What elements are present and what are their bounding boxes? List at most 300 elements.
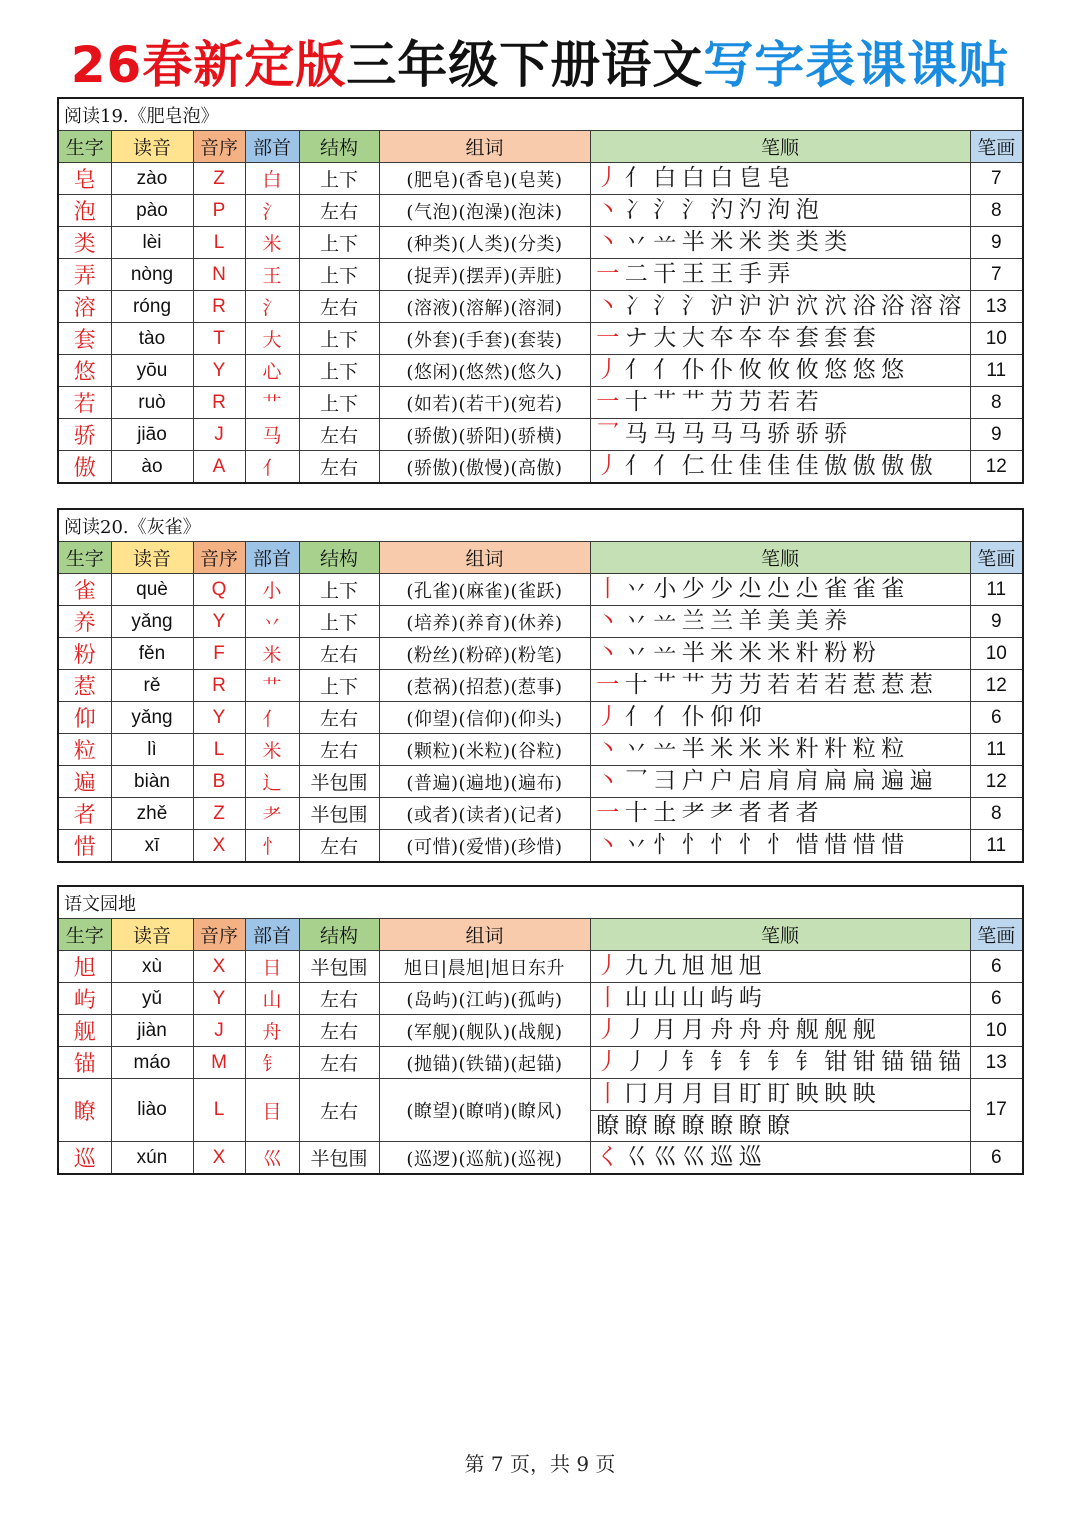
new-character: 惹 — [58, 670, 111, 702]
stroke-count: 9 — [970, 227, 1023, 259]
stroke-step: 月 — [653, 1017, 677, 1043]
character-structure: 半包围 — [299, 798, 379, 830]
stroke-step: 舟 — [710, 1017, 734, 1043]
stroke-count: 12 — [970, 451, 1023, 484]
stroke-step: 丶 — [596, 229, 620, 255]
stroke-step: 山 — [681, 985, 705, 1011]
character-rows — [58, 163, 1023, 484]
new-character: 惜 — [58, 830, 111, 863]
stroke-step: 丷 — [624, 608, 648, 634]
column-header-stroke-order: 笔顺 — [590, 919, 970, 951]
character-row — [58, 451, 1023, 484]
column-header-char: 生字 — [58, 919, 111, 951]
pinyin-initial: P — [193, 195, 245, 227]
word-examples: (瞭望)(瞭哨)(瞭风) — [379, 1079, 590, 1142]
stroke-step: 眏 — [824, 1081, 848, 1107]
new-character: 巡 — [58, 1142, 111, 1175]
stroke-step: 丿 — [596, 453, 620, 479]
stroke-step: 马 — [738, 421, 762, 447]
word-examples: (岛屿)(江屿)(孤屿) — [379, 983, 590, 1015]
pinyin-initial: Q — [193, 574, 245, 606]
radical: 亻 — [245, 451, 299, 484]
stroke-step: 米 — [710, 640, 734, 666]
stroke-step: 傲 — [824, 453, 848, 479]
stroke-step: 一 — [596, 261, 620, 287]
stroke-order — [590, 387, 970, 419]
stroke-step: 䒑 — [653, 640, 677, 666]
column-header-words: 组词 — [379, 131, 590, 163]
character-rows — [58, 951, 1023, 1175]
character-structure: 左右 — [299, 1047, 379, 1079]
pinyin-initial: L — [193, 227, 245, 259]
stroke-count: 9 — [970, 419, 1023, 451]
radical: 山 — [245, 983, 299, 1015]
stroke-order-line — [591, 387, 970, 418]
stroke-step: 瞭 — [767, 1112, 791, 1139]
stroke-count: 11 — [970, 574, 1023, 606]
stroke-order — [590, 830, 970, 863]
stroke-count: 11 — [970, 355, 1023, 387]
stroke-step: 丿 — [624, 1049, 648, 1075]
stroke-step: 瞭 — [681, 1112, 705, 1139]
word-examples: (可惜)(爱惜)(珍惜) — [379, 830, 590, 863]
stroke-step: 土 — [653, 800, 677, 826]
stroke-count: 6 — [970, 983, 1023, 1015]
pinyin: rě — [111, 670, 193, 702]
stroke-step: 攸 — [767, 357, 791, 383]
stroke-step: 悠 — [824, 357, 848, 383]
new-character: 若 — [58, 387, 111, 419]
radical: 辶 — [245, 766, 299, 798]
pinyin: biàn — [111, 766, 193, 798]
pinyin: yǎng — [111, 606, 193, 638]
character-row — [58, 291, 1023, 323]
stroke-step: 浴 — [852, 293, 876, 319]
pinyin-initial: Z — [193, 163, 245, 195]
stroke-step: 亻 — [653, 357, 677, 383]
column-header-pinyin: 读音 — [111, 919, 193, 951]
stroke-count: 9 — [970, 606, 1023, 638]
character-row — [58, 1142, 1023, 1175]
character-structure: 左右 — [299, 195, 379, 227]
stroke-step: 骄 — [795, 421, 819, 447]
radical: 钅 — [245, 1047, 299, 1079]
column-header-initial: 音序 — [193, 131, 245, 163]
stroke-step: 惜 — [795, 832, 819, 858]
character-structure: 左右 — [299, 734, 379, 766]
stroke-step: 遍 — [909, 768, 933, 794]
stroke-step: 目 — [710, 1081, 734, 1107]
pinyin: jiāo — [111, 419, 193, 451]
new-character: 养 — [58, 606, 111, 638]
stroke-step: 亻 — [624, 165, 648, 191]
character-row — [58, 259, 1023, 291]
radical: 亻 — [245, 702, 299, 734]
pinyin: xún — [111, 1142, 193, 1175]
pinyin: fěn — [111, 638, 193, 670]
stroke-step: 乛 — [624, 768, 648, 794]
word-examples: (悠闲)(悠然)(悠久) — [379, 355, 590, 387]
stroke-step: 钅 — [767, 1049, 791, 1075]
stroke-step: 大 — [653, 325, 677, 351]
stroke-step: 钅 — [738, 1049, 762, 1075]
character-row — [58, 951, 1023, 983]
character-structure: 上下 — [299, 227, 379, 259]
stroke-step: 者 — [795, 800, 819, 826]
stroke-step: 亻 — [624, 357, 648, 383]
stroke-order-line — [591, 766, 970, 797]
character-row — [58, 1047, 1023, 1079]
column-header-initial: 音序 — [193, 542, 245, 574]
stroke-step: 丶 — [596, 736, 620, 762]
pinyin: liào — [111, 1079, 193, 1142]
stroke-order — [590, 1079, 970, 1142]
section-caption-row — [58, 886, 1023, 919]
new-character: 悠 — [58, 355, 111, 387]
stroke-step: 夲 — [738, 325, 762, 351]
stroke-step: 一 — [596, 800, 620, 826]
stroke-step: 佳 — [795, 453, 819, 479]
stroke-step: 瞭 — [624, 1112, 648, 1139]
stroke-step: 九 — [653, 953, 677, 979]
stroke-step: 丷 — [624, 229, 648, 255]
character-row — [58, 606, 1023, 638]
new-character: 粉 — [58, 638, 111, 670]
stroke-step: 瞭 — [596, 1112, 620, 1139]
stroke-order-line — [591, 574, 970, 605]
pinyin-initial: J — [193, 419, 245, 451]
stroke-step: 丶 — [596, 768, 620, 794]
pinyin: yōu — [111, 355, 193, 387]
stroke-step: 攸 — [738, 357, 762, 383]
pinyin: zào — [111, 163, 193, 195]
stroke-step: 仆 — [681, 704, 705, 730]
stroke-step: 忄 — [767, 832, 791, 858]
stroke-step: 丿 — [624, 1017, 648, 1043]
new-character: 傲 — [58, 451, 111, 484]
column-header-stroke-count: 笔画 — [970, 131, 1023, 163]
pinyin: jiàn — [111, 1015, 193, 1047]
stroke-step: 籵 — [795, 640, 819, 666]
stroke-step: 若 — [795, 389, 819, 415]
stroke-step: 户 — [710, 768, 734, 794]
stroke-step: 氵 — [681, 293, 705, 319]
stroke-step: 米 — [767, 736, 791, 762]
stroke-step: 瞭 — [738, 1112, 762, 1139]
stroke-step: 钅 — [681, 1049, 705, 1075]
stroke-step: 汋 — [738, 197, 762, 223]
stroke-count: 6 — [970, 1142, 1023, 1175]
stroke-step: 仆 — [710, 357, 734, 383]
stroke-step: 丷 — [624, 832, 648, 858]
stroke-step: 芀 — [738, 389, 762, 415]
stroke-order — [590, 419, 970, 451]
stroke-step: 耂 — [710, 800, 734, 826]
stroke-step: 马 — [710, 421, 734, 447]
pinyin-initial: B — [193, 766, 245, 798]
section-title: 语文园地 — [58, 886, 1023, 919]
stroke-step: 仆 — [681, 357, 705, 383]
stroke-count: 7 — [970, 259, 1023, 291]
stroke-step: 尐 — [738, 576, 762, 602]
stroke-step: 一 — [596, 672, 620, 698]
stroke-step: 皂 — [767, 165, 791, 191]
stroke-count: 8 — [970, 195, 1023, 227]
word-examples: (粉丝)(粉碎)(粉笔) — [379, 638, 590, 670]
stroke-step: 月 — [681, 1017, 705, 1043]
stroke-step: 彐 — [653, 768, 677, 794]
stroke-step: 者 — [767, 800, 791, 826]
stroke-step: 白 — [710, 165, 734, 191]
stroke-order — [590, 798, 970, 830]
stroke-step: 肩 — [795, 768, 819, 794]
stroke-order — [590, 951, 970, 983]
pinyin: ruò — [111, 387, 193, 419]
stroke-step: 溶 — [938, 293, 962, 319]
stroke-step: 惜 — [881, 832, 905, 858]
stroke-step: 钅 — [710, 1049, 734, 1075]
stroke-count: 12 — [970, 670, 1023, 702]
stroke-step: 惹 — [852, 672, 876, 698]
new-character: 溶 — [58, 291, 111, 323]
stroke-step: 巛 — [681, 1144, 705, 1170]
radical: 巛 — [245, 1142, 299, 1175]
stroke-step: 芀 — [738, 672, 762, 698]
character-structure: 上下 — [299, 323, 379, 355]
stroke-count: 8 — [970, 387, 1023, 419]
stroke-step: 悠 — [881, 357, 905, 383]
word-examples: (培养)(养育)(休养) — [379, 606, 590, 638]
stroke-step: 傲 — [909, 453, 933, 479]
word-examples: (肥皂)(香皂)(皂荚) — [379, 163, 590, 195]
character-row — [58, 830, 1023, 863]
stroke-step: 忄 — [710, 832, 734, 858]
character-structure: 上下 — [299, 606, 379, 638]
word-examples: (惹祸)(招惹)(惹事) — [379, 670, 590, 702]
pinyin-initial: Y — [193, 606, 245, 638]
stroke-count: 6 — [970, 702, 1023, 734]
title-grade-subject: 三年级下册语文 — [346, 36, 704, 94]
stroke-step: 艹 — [681, 672, 705, 698]
stroke-step: 少 — [710, 576, 734, 602]
new-character: 瞭 — [58, 1079, 111, 1142]
radical: 耂 — [245, 798, 299, 830]
radical: 大 — [245, 323, 299, 355]
stroke-step: 丨 — [596, 1081, 620, 1107]
character-structure: 左右 — [299, 1015, 379, 1047]
character-structure: 左右 — [299, 830, 379, 863]
character-row — [58, 195, 1023, 227]
character-row — [58, 670, 1023, 702]
radical: 王 — [245, 259, 299, 291]
stroke-order-line — [591, 798, 970, 829]
stroke-step: 马 — [681, 421, 705, 447]
character-structure: 左右 — [299, 419, 379, 451]
word-examples: (巡逻)(巡航)(巡视) — [379, 1142, 590, 1175]
word-examples: (外套)(手套)(套装) — [379, 323, 590, 355]
radical: 舟 — [245, 1015, 299, 1047]
stroke-step: 冫 — [624, 197, 648, 223]
radical: 丷 — [245, 606, 299, 638]
stroke-step: 遍 — [881, 768, 905, 794]
stroke-step: 若 — [795, 672, 819, 698]
stroke-step: 弄 — [767, 261, 791, 287]
column-header-radical: 部首 — [245, 131, 299, 163]
word-examples: (溶液)(溶解)(溶洞) — [379, 291, 590, 323]
radical: 忄 — [245, 830, 299, 863]
pinyin: xù — [111, 951, 193, 983]
column-header-row — [58, 919, 1023, 951]
character-table — [57, 508, 1024, 863]
stroke-step: 锚 — [881, 1049, 905, 1075]
stroke-step: 丿 — [596, 1017, 620, 1043]
pinyin: pào — [111, 195, 193, 227]
stroke-step: 半 — [681, 640, 705, 666]
stroke-step: 芀 — [710, 389, 734, 415]
stroke-step: く — [596, 1144, 620, 1170]
new-character: 粒 — [58, 734, 111, 766]
section-title: 阅读19.《肥皂泡》 — [58, 98, 1023, 131]
stroke-step: 巡 — [738, 1144, 762, 1170]
pinyin-initial: R — [193, 291, 245, 323]
stroke-step: 丿 — [596, 704, 620, 730]
stroke-step: 半 — [681, 736, 705, 762]
column-header-stroke-order: 笔顺 — [590, 131, 970, 163]
stroke-step: 白 — [653, 165, 677, 191]
new-character: 雀 — [58, 574, 111, 606]
stroke-step: 仕 — [710, 453, 734, 479]
stroke-step: 粉 — [852, 640, 876, 666]
new-character: 仰 — [58, 702, 111, 734]
stroke-step: 若 — [767, 672, 791, 698]
character-row — [58, 734, 1023, 766]
stroke-step: 䒑 — [653, 229, 677, 255]
stroke-step: 巛 — [653, 1144, 677, 1170]
stroke-step: 丨 — [596, 576, 620, 602]
title-edition: 26春新定版 — [70, 36, 347, 94]
pinyin: lì — [111, 734, 193, 766]
stroke-step: 冂 — [624, 1081, 648, 1107]
character-structure: 上下 — [299, 574, 379, 606]
stroke-step: 尐 — [795, 576, 819, 602]
stroke-step: 者 — [738, 800, 762, 826]
pinyin-initial: R — [193, 387, 245, 419]
pinyin: yǔ — [111, 983, 193, 1015]
stroke-step: 沪 — [767, 293, 791, 319]
stroke-step: 惹 — [909, 672, 933, 698]
section-title: 阅读20.《灰雀》 — [58, 509, 1023, 542]
stroke-step: 佳 — [767, 453, 791, 479]
stroke-step: 丿 — [596, 1049, 620, 1075]
stroke-count: 11 — [970, 734, 1023, 766]
stroke-step: 艹 — [653, 672, 677, 698]
stroke-step: 汋 — [710, 197, 734, 223]
title-topic: 写字表课课贴 — [703, 36, 1010, 94]
stroke-step: 十 — [624, 800, 648, 826]
stroke-order-line — [591, 323, 970, 354]
pinyin: zhě — [111, 798, 193, 830]
stroke-step: 盯 — [738, 1081, 762, 1107]
pinyin-initial: Y — [193, 702, 245, 734]
column-header-initial: 音序 — [193, 919, 245, 951]
stroke-step: 艹 — [681, 389, 705, 415]
stroke-step: 丷 — [624, 640, 648, 666]
pinyin-initial: Y — [193, 355, 245, 387]
stroke-count: 7 — [970, 163, 1023, 195]
character-row — [58, 574, 1023, 606]
stroke-order — [590, 983, 970, 1015]
stroke-step: 王 — [710, 261, 734, 287]
character-structure: 半包围 — [299, 951, 379, 983]
column-header-stroke-order: 笔顺 — [590, 542, 970, 574]
column-header-structure: 结构 — [299, 919, 379, 951]
radical: 马 — [245, 419, 299, 451]
new-character: 类 — [58, 227, 111, 259]
stroke-step: 攸 — [795, 357, 819, 383]
stroke-order — [590, 574, 970, 606]
pinyin-initial: F — [193, 638, 245, 670]
stroke-step: 十 — [624, 389, 648, 415]
stroke-step: 肩 — [767, 768, 791, 794]
stroke-step: 米 — [710, 736, 734, 762]
stroke-step: 惜 — [852, 832, 876, 858]
stroke-step: 少 — [681, 576, 705, 602]
stroke-step: 亻 — [653, 453, 677, 479]
character-structure: 半包围 — [299, 766, 379, 798]
stroke-order-line — [591, 163, 970, 194]
stroke-step: 干 — [653, 261, 677, 287]
character-rows — [58, 574, 1023, 863]
stroke-order — [590, 638, 970, 670]
stroke-order-line — [591, 259, 970, 290]
stroke-step: 舰 — [795, 1017, 819, 1043]
stroke-step: 月 — [681, 1081, 705, 1107]
stroke-order — [590, 1047, 970, 1079]
stroke-step: 钳 — [852, 1049, 876, 1075]
stroke-step: 丷 — [624, 736, 648, 762]
stroke-order-line — [591, 451, 970, 482]
stroke-step: 瞭 — [653, 1112, 677, 1139]
stroke-step: 大 — [681, 325, 705, 351]
radical: 小 — [245, 574, 299, 606]
stroke-step: 舟 — [738, 1017, 762, 1043]
stroke-step: 忄 — [681, 832, 705, 858]
character-row — [58, 323, 1023, 355]
stroke-order — [590, 259, 970, 291]
pinyin-initial: Z — [193, 798, 245, 830]
stroke-step: 雀 — [852, 576, 876, 602]
stroke-step: 冫 — [624, 293, 648, 319]
stroke-step: 锚 — [909, 1049, 933, 1075]
stroke-step: 兰 — [710, 608, 734, 634]
stroke-step: 美 — [767, 608, 791, 634]
stroke-order-line — [591, 983, 970, 1014]
pinyin: máo — [111, 1047, 193, 1079]
stroke-step: 九 — [624, 953, 648, 979]
stroke-step: 惹 — [881, 672, 905, 698]
stroke-step: 二 — [624, 261, 648, 287]
stroke-step: 乛 — [596, 421, 620, 447]
stroke-step: 兰 — [681, 608, 705, 634]
character-structure: 上下 — [299, 670, 379, 702]
stroke-step: 泃 — [767, 197, 791, 223]
pinyin-initial: N — [193, 259, 245, 291]
pinyin-initial: M — [193, 1047, 245, 1079]
stroke-step: 盯 — [767, 1081, 791, 1107]
word-examples: (骄傲)(傲慢)(高傲) — [379, 451, 590, 484]
stroke-step: 山 — [653, 985, 677, 1011]
stroke-step: 一 — [596, 325, 620, 351]
